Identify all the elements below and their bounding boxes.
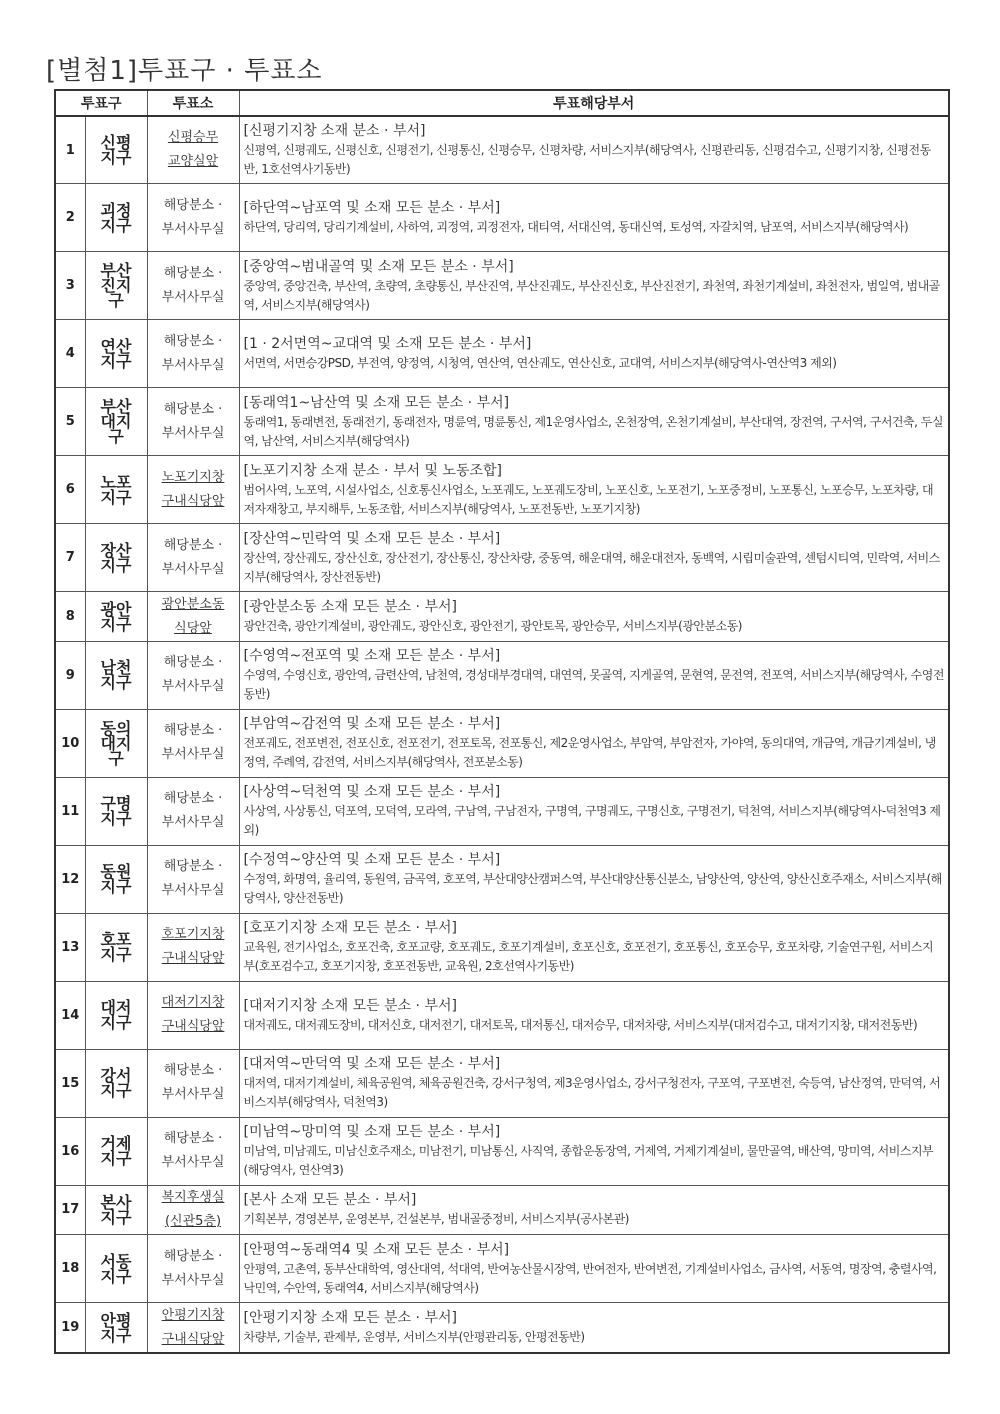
row-number: 5 [55, 388, 85, 456]
polling-place-line-2: 부서사무실 [161, 1155, 225, 1171]
department-list: 안평역, 고촌역, 동부산대학역, 영산대역, 석대역, 반여농산물시장역, 반여전자, 반여변전, 기계설비사업소, 금사역, 서동역, 명장역, 충렬사역, 낙민역, 수안역, 동래역4, 서비스지부(해당역사) [243, 1261, 937, 1295]
table-row [55, 777, 949, 845]
department-cell [239, 1049, 949, 1117]
department-cell [239, 1303, 949, 1353]
row-number: 6 [55, 456, 85, 524]
table-row [55, 641, 949, 709]
polling-place-line-2: 부서사무실 [161, 221, 225, 237]
polling-place-line-1: 해당분소 · [163, 791, 223, 807]
department-group-title: [장산역~민락역 및 소재 모든 분소 · 부서] [243, 530, 501, 547]
department-list: 대저역, 대저기계설비, 체육공원역, 체육공원건축, 강서구청역, 제3운영사업소, 강서구청전자, 구포역, 구포변전, 숙등역, 남산정역, 만덕역, 서비스지부(해당역사, 덕천역3) [243, 1076, 941, 1110]
header-polling-place: 투표소 [147, 90, 239, 116]
department-cell [239, 116, 949, 184]
district-name: 노포지구 [85, 456, 147, 524]
polling-place-line-1: 해당분소 · [163, 1131, 223, 1147]
district-name: 서동지구 [85, 1235, 147, 1303]
department-group-title: [본사 소재 모든 분소 · 부서] [243, 1192, 417, 1209]
polling-place-line-2: (신관5층) [164, 1213, 222, 1229]
department-group-title: [미남역~망미역 및 소재 모든 분소 · 부서] [243, 1124, 501, 1141]
polling-place [147, 1303, 239, 1353]
table-row [55, 845, 949, 913]
district-name: 남천지구 [85, 641, 147, 709]
row-number: 12 [55, 845, 85, 913]
district-name: 부산대지구 [85, 388, 147, 456]
polling-place [147, 1235, 239, 1303]
polling-place-line-2: 구내식당앞 [161, 1019, 225, 1035]
department-cell [239, 524, 949, 592]
table-row [55, 592, 949, 642]
department-group-title: [사상역~덕천역 및 소재 모든 분소 · 부서] [243, 784, 501, 801]
table-row [55, 1049, 949, 1117]
polling-place-line-1: 해당분소 · [163, 401, 223, 417]
table-row [55, 1117, 949, 1185]
polling-place-line-2: 교양실앞 [167, 154, 219, 170]
department-group-title: [부암역~감전역 및 소재 모든 분소 · 부서] [243, 716, 501, 733]
polling-place-line-2: 구내식당앞 [161, 951, 225, 967]
polling-place-line-1: 해당분소 · [163, 859, 223, 875]
department-list: 사상역, 사상통신, 덕포역, 모덕역, 모라역, 구남역, 구남전자, 구명역, 구명궤도, 구명신호, 구명전기, 덕천역, 서비스지부(해당역사-덕천역3 제외) [243, 804, 941, 838]
polling-place-line-1: 해당분소 · [163, 537, 223, 553]
district-name: 괴정지구 [85, 184, 147, 252]
district-name: 대저지구 [85, 981, 147, 1049]
district-name: 구명지구 [85, 777, 147, 845]
table-row [55, 388, 949, 456]
row-number: 1 [55, 116, 85, 184]
table-header-row [55, 90, 949, 116]
polling-place [147, 524, 239, 592]
department-group-title: [대저기지창 소재 모든 분소 · 부서] [243, 997, 457, 1014]
row-number: 8 [55, 592, 85, 642]
department-cell [239, 592, 949, 642]
polling-place-line-2: 부서사무실 [161, 561, 225, 577]
department-cell [239, 913, 949, 981]
department-list: 동래역1, 동래변전, 동래전기, 동래전자, 명륜역, 명륜통신, 제1운영사업소, 온천장역, 온천기계설비, 부산대역, 장전역, 구서역, 구서건축, 두실역, 남산역, 서비스지부(해당역사) [243, 414, 943, 448]
department-group-title: [안평기지창 소재 모든 분소 · 부서] [243, 1310, 457, 1327]
department-cell [239, 641, 949, 709]
department-list: 미남역, 미남궤도, 미남신호주재소, 미남전기, 미남통신, 사직역, 종합운동장역, 거제역, 거제기계설비, 물만골역, 배산역, 망미역, 서비스지부(해당역사, 연산역3) [243, 1144, 934, 1178]
polling-place [147, 1117, 239, 1185]
polling-place-line-2: 부서사무실 [161, 883, 225, 899]
department-cell [239, 1235, 949, 1303]
department-list: 서면역, 서면승강PSD, 부전역, 양정역, 시청역, 연산역, 연산궤도, 연산신호, 교대역, 서비스지부(해당역사-연산역3 제외) [243, 356, 837, 371]
department-list: 교육원, 전기사업소, 호포건축, 호포교량, 호포궤도, 호포기계설비, 호포신호, 호포전기, 호포통신, 호포승무, 호포차량, 기술연구원, 서비스지부(호포검수고, 호포기지창, 호포전동반, 교육원, 2호선역사기동반) [243, 940, 934, 974]
table-row [55, 1185, 949, 1235]
polling-place-line-1: 해당분소 · [163, 265, 223, 281]
district-name: 부산진지구 [85, 252, 147, 320]
polling-place [147, 641, 239, 709]
polling-place-line-2: 부서사무실 [161, 357, 225, 373]
department-group-title: [노포기지창 소재 분소 · 부서 및 노동조합] [243, 462, 502, 479]
table-row [55, 709, 949, 777]
table-row [55, 320, 949, 388]
polling-place [147, 709, 239, 777]
polling-place-line-1: 광안분소동 [161, 596, 225, 612]
department-cell [239, 388, 949, 456]
table-row [55, 981, 949, 1049]
polling-place-line-1: 신평승무 [167, 130, 219, 146]
polling-place-line-2: 식당앞 [174, 620, 212, 636]
polling-place-line-2: 구내식당앞 [161, 493, 225, 509]
polling-place-line-1: 복지후생실 [161, 1189, 225, 1205]
row-number: 19 [55, 1303, 85, 1353]
department-group-title: [동래역1~남산역 및 소재 모든 분소 · 부서] [243, 394, 510, 411]
department-group-title: [수영역~전포역 및 소재 모든 분소 · 부서] [243, 648, 501, 665]
department-list: 장산역, 장산궤도, 장산신호, 장산전기, 장산통신, 장산차량, 중동역, 해운대역, 해운대전자, 동백역, 시립미술관역, 센텀시티역, 민락역, 서비스지부(해당역사, 장산전동반) [243, 550, 940, 584]
polling-place-line-2: 구내식당앞 [161, 1331, 225, 1347]
row-number: 9 [55, 641, 85, 709]
department-cell [239, 184, 949, 252]
department-list: 수영역, 수영신호, 광안역, 금련산역, 남천역, 경성대부경대역, 대연역, 못골역, 지게골역, 문현역, 문전역, 전포역, 서비스지부(해당역사, 수영전동반) [243, 668, 944, 702]
department-cell [239, 320, 949, 388]
polling-table [54, 89, 950, 1354]
row-number: 10 [55, 709, 85, 777]
department-group-title: [수정역~양산역 및 소재 모든 분소 · 부서] [243, 852, 501, 869]
department-cell [239, 777, 949, 845]
department-list: 수정역, 화명역, 율리역, 동원역, 금곡역, 호포역, 부산대양산캠퍼스역, 부산대양산통신분소, 남양산역, 양산역, 양산신호주재소, 서비스지부(해당역사, 양산전동반) [243, 872, 942, 906]
district-name: 광안지구 [85, 592, 147, 642]
department-list: 중앙역, 중앙건축, 부산역, 초량역, 초량통신, 부산진역, 부산진궤도, 부산진신호, 부산진전기, 좌천역, 좌천기계설비, 좌천전자, 범일역, 범내골역, 서비스지부(해당역사) [243, 278, 940, 312]
department-list: 기획본부, 경영본부, 운영본부, 건설본부, 범내골중정비, 서비스지부(공사본관) [243, 1212, 629, 1227]
department-list: 신평역, 신평궤도, 신평신호, 신평전기, 신평통신, 신평승무, 신평차량, 서비스지부(해당역사, 신평관리동, 신평검수고, 신평기지창, 신평전동반, 1호선역사기동반) [243, 143, 931, 177]
district-name: 동원지구 [85, 845, 147, 913]
department-group-title: [광안분소동 소재 모든 분소 · 부서] [243, 599, 457, 616]
table-row [55, 116, 949, 184]
row-number: 3 [55, 252, 85, 320]
department-group-title: [중앙역~범내골역 및 소재 모든 분소 · 부서] [243, 258, 514, 275]
row-number: 11 [55, 777, 85, 845]
table-row [55, 252, 949, 320]
district-name: 거제지구 [85, 1117, 147, 1185]
department-group-title: [호포기지창 소재 모든 분소 · 부서] [243, 920, 457, 937]
row-number: 7 [55, 524, 85, 592]
department-group-title: [안평역~동래역4 및 소재 모든 분소 · 부서] [243, 1241, 510, 1258]
polling-place-line-2: 부서사무실 [161, 815, 225, 831]
row-number: 15 [55, 1049, 85, 1117]
header-departments: 투표해당부서 [239, 90, 949, 116]
department-group-title: [신평기지창 소재 분소 · 부서] [243, 123, 426, 140]
row-number: 2 [55, 184, 85, 252]
department-group-title: [하단역~남포역 및 소재 모든 분소 · 부서] [243, 200, 501, 217]
polling-place-line-1: 해당분소 · [163, 1248, 223, 1264]
department-cell [239, 1185, 949, 1235]
district-name: 장산지구 [85, 524, 147, 592]
polling-place-line-1: 해당분소 · [163, 333, 223, 349]
document-title: [별첨1]투표구 · 투표소 [46, 56, 323, 86]
polling-place [147, 388, 239, 456]
polling-place [147, 456, 239, 524]
row-number: 17 [55, 1185, 85, 1235]
district-name: 신평지구 [85, 116, 147, 184]
row-number: 16 [55, 1117, 85, 1185]
row-number: 4 [55, 320, 85, 388]
department-list: 광안건축, 광안기계설비, 광안궤도, 광안신호, 광안전기, 광안토목, 광안승무, 서비스지부(광안분소동) [243, 619, 742, 634]
polling-place-line-2: 부서사무실 [161, 679, 225, 695]
polling-place [147, 320, 239, 388]
department-group-title: [대저역~만덕역 및 소재 모든 분소 · 부서] [243, 1056, 501, 1073]
department-cell [239, 1117, 949, 1185]
department-list: 전포궤도, 전포변전, 전포신호, 전포전기, 전포토목, 전포통신, 제2운영사업소, 부암역, 부암전자, 가야역, 동의대역, 개금역, 개금기계설비, 냉정역, 주례역, 감전역, 서비스지부(해당역사, 전포분소동) [243, 736, 936, 770]
polling-place [147, 1049, 239, 1117]
polling-place-line-2: 부서사무실 [161, 747, 225, 763]
polling-place [147, 592, 239, 642]
department-list: 하단역, 당리역, 당리기계설비, 사하역, 괴정역, 괴정전자, 대티역, 서대신역, 동대신역, 토성역, 자갈치역, 남포역, 서비스지부(해당역사) [243, 220, 909, 235]
table-row [55, 456, 949, 524]
table-row [55, 1303, 949, 1353]
polling-place [147, 913, 239, 981]
polling-place [147, 184, 239, 252]
polling-place-line-2: 부서사무실 [161, 1087, 225, 1103]
district-name: 동의대지구 [85, 709, 147, 777]
polling-place-line-2: 부서사무실 [161, 289, 225, 305]
table-row [55, 1235, 949, 1303]
polling-place-line-1: 대저기지창 [161, 995, 225, 1011]
department-list: 대저궤도, 대저궤도장비, 대저신호, 대저전기, 대저토목, 대저통신, 대저승무, 대저차량, 서비스지부(대저검수고, 대저기지창, 대저전동반) [243, 1017, 918, 1032]
department-cell [239, 252, 949, 320]
table-row [55, 184, 949, 252]
department-list: 차량부, 기술부, 관제부, 운영부, 서비스지부(안평관리동, 안평전동반) [243, 1330, 585, 1345]
polling-place-line-1: 해당분소 · [163, 723, 223, 739]
district-name: 강서지구 [85, 1049, 147, 1117]
polling-place [147, 116, 239, 184]
polling-place-line-1: 안평기지창 [161, 1307, 225, 1323]
polling-place [147, 845, 239, 913]
polling-place-line-1: 해당분소 · [163, 655, 223, 671]
department-cell [239, 709, 949, 777]
polling-place [147, 981, 239, 1049]
department-cell [239, 845, 949, 913]
header-district: 투표구 [55, 90, 147, 116]
polling-place-line-1: 해당분소 · [163, 197, 223, 213]
table-row [55, 913, 949, 981]
polling-place-line-2: 부서사무실 [161, 425, 225, 441]
polling-place-line-1: 노포기지창 [161, 469, 225, 485]
department-list: 범어사역, 노포역, 시설사업소, 신호통신사업소, 노포궤도, 노포궤도장비, 노포신호, 노포전기, 노포중정비, 노포통신, 노포승무, 노포차량, 대저자재창고, 부지해투, 노동조합, 서비스지부(해당역사, 노포전동반, 노포기지창) [243, 482, 934, 516]
polling-place [147, 1185, 239, 1235]
district-name: 안평지구 [85, 1303, 147, 1353]
table-body [55, 116, 949, 1353]
department-group-title: [1 · 2서면역~교대역 및 소재 모든 분소 · 부서] [243, 336, 532, 353]
polling-place-line-1: 해당분소 · [163, 1063, 223, 1079]
polling-place [147, 252, 239, 320]
row-number: 18 [55, 1235, 85, 1303]
district-name: 본사지구 [85, 1185, 147, 1235]
department-cell [239, 981, 949, 1049]
polling-place-line-1: 호포기지창 [161, 927, 225, 943]
polling-place [147, 777, 239, 845]
department-cell [239, 456, 949, 524]
row-number: 14 [55, 981, 85, 1049]
table-row [55, 524, 949, 592]
polling-place-line-2: 부서사무실 [161, 1272, 225, 1288]
district-name: 연산지구 [85, 320, 147, 388]
district-name: 호포지구 [85, 913, 147, 981]
row-number: 13 [55, 913, 85, 981]
